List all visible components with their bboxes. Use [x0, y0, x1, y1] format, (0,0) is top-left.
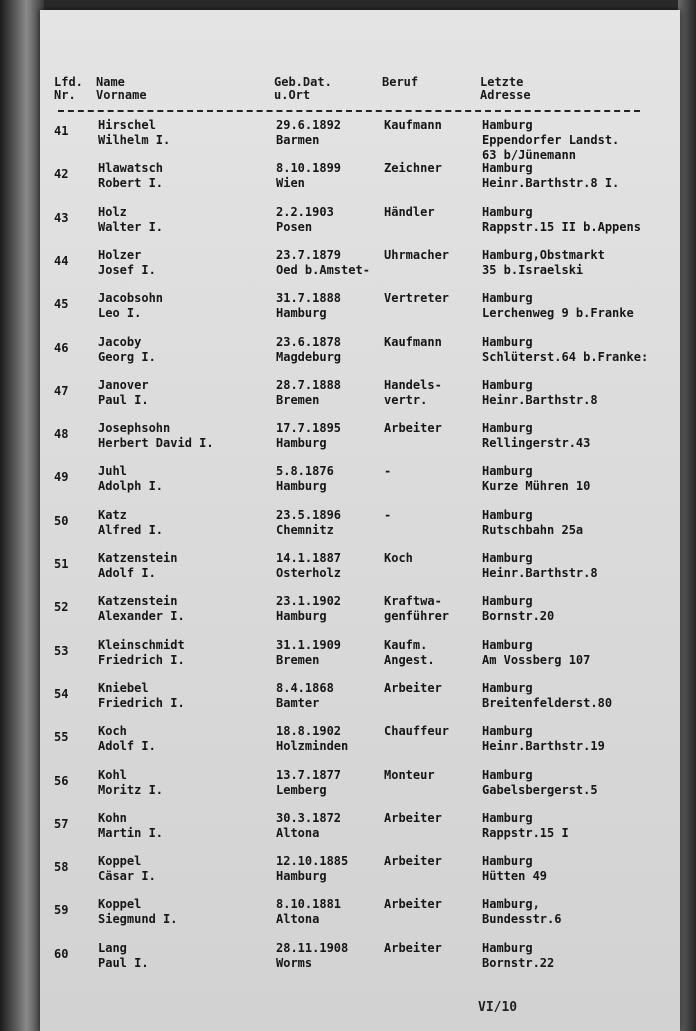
given-name: Adolph I. [98, 479, 164, 494]
lfd-nr-cell [54, 644, 68, 659]
birth-cell [276, 941, 348, 971]
address-line-1: Hamburg [482, 334, 533, 349]
address-cell [482, 205, 641, 235]
occupation: Kaufm. [384, 637, 428, 652]
table-row [0, 335, 696, 378]
occupation-cell [384, 161, 442, 176]
occupation-cell [384, 724, 449, 739]
table-row [0, 681, 696, 724]
lfd-nr-cell [54, 860, 68, 875]
occupation-cont: Angest. [384, 652, 435, 667]
birth-date: 28.7.1888 [276, 377, 342, 392]
address-line-1: Hamburg [482, 507, 533, 522]
lfd-nr-cell [54, 600, 68, 615]
name-cell [98, 811, 163, 841]
table-row [0, 464, 696, 507]
name-cell [98, 161, 163, 191]
occupation-cell [384, 378, 442, 408]
table-row [0, 291, 696, 334]
occupation-cell [384, 551, 413, 566]
address-line-2: Bornstr.22 [482, 955, 555, 970]
name-cell [98, 551, 177, 581]
surname: Holzer [98, 247, 142, 262]
surname: Katz [98, 507, 127, 522]
table-row [0, 768, 696, 811]
address-cell [482, 291, 634, 321]
surname: Jacobsohn [98, 291, 164, 306]
occupation-cont: genführer [384, 609, 450, 624]
address-line-2: Heinr.Barthstr.8 [482, 392, 598, 407]
given-name: Siegmund I. [98, 912, 178, 927]
occupation: Monteur [384, 767, 435, 782]
birth-cell [276, 335, 341, 365]
address-line-1: Hamburg [482, 204, 533, 219]
birth-cell [276, 118, 341, 148]
address-line-1: Hamburg [482, 161, 533, 176]
address-line-1: Hamburg [482, 291, 533, 306]
occupation-cell [384, 464, 391, 479]
birth-place: Altona [276, 912, 320, 927]
birth-cell [276, 681, 334, 711]
address-line-1: Hamburg,Obstmarkt [482, 247, 605, 262]
occupation-cell [384, 768, 435, 783]
birth-cell [276, 638, 341, 668]
address-line-2: Breitenfelderst.80 [482, 695, 613, 710]
birth-cell [276, 291, 341, 321]
given-name: Adolf I. [98, 739, 156, 754]
address-line-2: Heinr.Barthstr.19 [482, 739, 605, 754]
occupation: Uhrmacher [384, 247, 450, 262]
occupation-cell [384, 897, 442, 912]
occupation: Vertreter [384, 291, 450, 306]
birth-date: 8.10.1881 [276, 897, 342, 912]
occupation: Zeichner [384, 161, 442, 176]
header-adresse: Letzte Adresse [480, 75, 531, 102]
given-name: Josef I. [98, 262, 156, 277]
name-cell [98, 464, 163, 494]
address-line-2: Rellingerstr.43 [482, 436, 591, 451]
given-name: Paul I. [98, 392, 149, 407]
name-cell [98, 681, 185, 711]
address-line-2: Bornstr.20 [482, 609, 555, 624]
table-row [0, 161, 696, 204]
table-row [0, 508, 696, 551]
occupation-cell [384, 335, 442, 350]
lfd-nr: 49 [54, 470, 69, 485]
birth-place: Bremen [276, 652, 320, 667]
birth-cell [276, 378, 341, 408]
address-line-2: Schlüterst.64 b.Franke: [482, 349, 649, 364]
given-name: Alexander I. [98, 609, 185, 624]
occupation: Arbeiter [384, 680, 442, 695]
address-line-1: Hamburg [482, 724, 533, 739]
address-cell [482, 594, 554, 624]
table-row [0, 421, 696, 464]
birth-cell [276, 464, 334, 494]
lfd-nr-cell [54, 514, 68, 529]
birth-date: 23.5.1896 [276, 507, 342, 522]
page-number: VI/10 [478, 1000, 518, 1015]
occupation: Handels- [384, 377, 442, 392]
birth-date: 17.7.1895 [276, 421, 342, 436]
surname: Kohn [98, 810, 127, 825]
address-line-2: Gabelsbergerst.5 [482, 782, 598, 797]
name-cell [98, 291, 163, 321]
address-cell [482, 508, 583, 538]
occupation-cell [384, 205, 435, 220]
name-cell [98, 421, 214, 451]
address-cell [482, 551, 598, 581]
header-geb-dat: Geb.Dat. u.Ort [274, 75, 332, 102]
birth-date: 14.1.1887 [276, 551, 342, 565]
given-name: Adolf I. [98, 566, 156, 580]
address-line-1: Hamburg [482, 551, 533, 565]
lfd-nr: 54 [54, 686, 69, 701]
address-cell [482, 335, 648, 365]
birth-place: Worms [276, 955, 313, 970]
birth-cell [276, 594, 341, 624]
lfd-nr-cell [54, 947, 68, 962]
lfd-nr: 50 [54, 513, 69, 528]
birth-date: 2.2.1903 [276, 204, 334, 219]
lfd-nr-cell [54, 167, 68, 182]
address-cell [482, 681, 612, 711]
lfd-nr-cell [54, 903, 68, 918]
table-row [0, 897, 696, 940]
lfd-nr-cell [54, 470, 68, 485]
birth-date: 31.1.1909 [276, 637, 342, 652]
lfd-nr-cell [54, 557, 68, 572]
lfd-nr: 48 [54, 427, 69, 442]
birth-date: 30.3.1872 [276, 810, 342, 825]
birth-place: Hamburg [276, 436, 327, 451]
address-cell [482, 118, 619, 163]
address-line-1: Hamburg [482, 637, 533, 652]
lfd-nr: 55 [54, 730, 69, 745]
lfd-nr: 56 [54, 773, 69, 788]
address-cell [482, 897, 561, 927]
occupation: - [384, 507, 392, 522]
surname: Juhl [98, 464, 127, 479]
birth-date: 8.10.1899 [276, 161, 342, 176]
address-line-2: Eppendorfer Landst. [482, 133, 620, 147]
birth-place: Hamburg [276, 869, 327, 884]
address-cell [482, 161, 619, 191]
name-cell [98, 335, 156, 365]
given-name: Paul I. [98, 955, 149, 970]
birth-place: Osterholz [276, 566, 342, 580]
surname: Koppel [98, 854, 142, 869]
lfd-nr-cell [54, 254, 68, 269]
occupation-cell [384, 941, 442, 956]
lfd-nr-cell [54, 124, 68, 139]
lfd-nr: 45 [54, 297, 69, 312]
address-line-2: Am Vossberg 107 [482, 652, 591, 667]
table-row [0, 941, 696, 984]
address-line-3: 63 b/Jünemann [482, 148, 576, 162]
name-cell [98, 378, 149, 408]
birth-date: 5.8.1876 [276, 464, 334, 479]
birth-cell [276, 768, 341, 798]
given-name: Leo I. [98, 306, 142, 321]
birth-place: Holzminden [276, 739, 349, 754]
table-row [0, 205, 696, 248]
address-line-2: 35 b.Israelski [482, 262, 584, 277]
lfd-nr-cell [54, 687, 68, 702]
birth-place: Wien [276, 176, 305, 191]
address-line-1: Hamburg [482, 421, 533, 436]
lfd-nr: 57 [54, 816, 69, 831]
occupation: - [384, 464, 392, 479]
header-separator [58, 110, 640, 112]
name-cell [98, 248, 156, 278]
occupation: Kaufmann [384, 334, 442, 349]
address-line-2: Rappstr.15 II b.Appens [482, 219, 641, 234]
surname: Hlawatsch [98, 161, 164, 176]
address-line-2: Kurze Mühren 10 [482, 479, 591, 494]
address-line-2: Rappstr.15 I [482, 825, 569, 840]
given-name: Robert I. [98, 176, 164, 191]
name-cell [98, 941, 149, 971]
birth-place: Barmen [276, 133, 320, 147]
lfd-nr-cell [54, 384, 68, 399]
address-line-1: Hamburg [482, 118, 533, 132]
given-name: Herbert David I. [98, 436, 214, 451]
name-cell [98, 508, 163, 538]
birth-date: 29.6.1892 [276, 118, 342, 132]
address-cell [482, 724, 605, 754]
lfd-nr: 59 [54, 903, 69, 918]
lfd-nr: 41 [54, 124, 69, 138]
table-row [0, 724, 696, 767]
birth-date: 28.11.1908 [276, 940, 349, 955]
name-cell [98, 854, 156, 884]
lfd-nr-cell [54, 427, 68, 442]
birth-date: 31.7.1888 [276, 291, 342, 306]
address-cell [482, 941, 554, 971]
address-cell [482, 768, 598, 798]
lfd-nr: 52 [54, 600, 69, 615]
address-line-2: Hütten 49 [482, 869, 548, 884]
surname: Kniebel [98, 680, 149, 695]
address-cell [482, 421, 590, 451]
birth-cell [276, 421, 341, 451]
address-line-1: Hamburg [482, 767, 533, 782]
lfd-nr-cell [54, 297, 68, 312]
occupation-cell [384, 118, 442, 133]
occupation: Arbeiter [384, 810, 442, 825]
name-cell [98, 118, 170, 148]
table-row [0, 594, 696, 637]
surname: Kohl [98, 767, 127, 782]
address-line-1: Hamburg [482, 810, 533, 825]
birth-cell [276, 897, 341, 927]
occupation-cell [384, 421, 442, 436]
surname: Kleinschmidt [98, 637, 185, 652]
lfd-nr-cell [54, 341, 68, 356]
birth-place: Posen [276, 219, 313, 234]
birth-place: Hamburg [276, 306, 327, 321]
lfd-nr: 53 [54, 643, 69, 658]
table-row [0, 118, 696, 161]
birth-date: 23.7.1879 [276, 247, 342, 262]
birth-cell [276, 205, 334, 235]
given-name: Wilhelm I. [98, 133, 171, 147]
address-line-2: Heinr.Barthstr.8 I. [482, 176, 620, 191]
birth-date: 12.10.1885 [276, 854, 349, 869]
address-line-2: Heinr.Barthstr.8 [482, 566, 598, 580]
given-name: Friedrich I. [98, 652, 185, 667]
birth-date: 23.1.1902 [276, 594, 342, 609]
surname: Josephsohn [98, 421, 171, 436]
birth-place: Altona [276, 825, 320, 840]
occupation: Händler [384, 204, 435, 219]
occupation-cell [384, 508, 391, 523]
birth-cell [276, 551, 341, 581]
address-line-1: Hamburg [482, 464, 533, 479]
birth-place: Bamter [276, 695, 320, 710]
lfd-nr: 58 [54, 860, 69, 875]
given-name: Alfred I. [98, 522, 164, 537]
occupation: Arbeiter [384, 421, 442, 436]
header-beruf: Beruf [382, 75, 419, 89]
lfd-nr: 60 [54, 946, 69, 961]
occupation: Kaufmann [384, 118, 442, 132]
name-cell [98, 205, 163, 235]
occupation: Kraftwa- [384, 594, 442, 609]
table-row [0, 248, 696, 291]
surname: Koppel [98, 897, 142, 912]
occupation-cell [384, 811, 442, 826]
address-line-1: Hamburg, [482, 897, 540, 912]
address-line-2: Bundesstr.6 [482, 912, 562, 927]
given-name: Walter I. [98, 219, 164, 234]
occupation-cell [384, 638, 435, 668]
occupation: Koch [384, 551, 413, 565]
given-name: Martin I. [98, 825, 164, 840]
address-cell [482, 638, 590, 668]
occupation-cell [384, 681, 442, 696]
lfd-nr-cell [54, 817, 68, 832]
occupation: Arbeiter [384, 897, 442, 912]
lfd-nr: 42 [54, 167, 69, 182]
given-name: Moritz I. [98, 782, 164, 797]
birth-cell [276, 811, 341, 841]
address-line-1: Hamburg [482, 854, 533, 869]
name-cell [98, 594, 185, 624]
table-row [0, 854, 696, 897]
birth-date: 23.6.1878 [276, 334, 342, 349]
address-cell [482, 811, 569, 841]
occupation-cell [384, 594, 449, 624]
surname: Janover [98, 377, 149, 392]
birth-place: Lemberg [276, 782, 327, 797]
surname: Hirschel [98, 118, 156, 132]
address-line-1: Hamburg [482, 680, 533, 695]
address-line-1: Hamburg [482, 377, 533, 392]
address-cell [482, 854, 547, 884]
birth-cell [276, 248, 370, 278]
lfd-nr: 47 [54, 383, 69, 398]
lfd-nr: 44 [54, 253, 69, 268]
surname: Koch [98, 724, 127, 739]
birth-cell [276, 854, 348, 884]
birth-place: Bremen [276, 392, 320, 407]
address-cell [482, 464, 590, 494]
occupation-cell [384, 854, 442, 869]
birth-date: 13.7.1877 [276, 767, 342, 782]
occupation-cont: vertr. [384, 392, 428, 407]
address-cell [482, 378, 598, 408]
address-line-2: Lerchenweg 9 b.Franke [482, 306, 634, 321]
name-cell [98, 724, 156, 754]
name-cell [98, 897, 177, 927]
header-name: Name Vorname [96, 75, 147, 102]
name-cell [98, 768, 163, 798]
table-row [0, 638, 696, 681]
surname: Holz [98, 204, 127, 219]
occupation-cell [384, 248, 449, 263]
given-name: Cäsar I. [98, 869, 156, 884]
lfd-nr-cell [54, 774, 68, 789]
table-row [0, 378, 696, 421]
given-name: Friedrich I. [98, 695, 185, 710]
lfd-nr-cell [54, 211, 68, 226]
occupation-cell [384, 291, 449, 306]
lfd-nr: 43 [54, 210, 69, 225]
surname: Jacoby [98, 334, 142, 349]
address-line-1: Hamburg [482, 940, 533, 955]
table-row [0, 551, 696, 594]
surname: Katzenstein [98, 594, 178, 609]
occupation: Arbeiter [384, 940, 442, 955]
birth-place: Magdeburg [276, 349, 342, 364]
lfd-nr-cell [54, 730, 68, 745]
birth-place: Hamburg [276, 609, 327, 624]
occupation: Arbeiter [384, 854, 442, 869]
lfd-nr: 46 [54, 340, 69, 355]
lfd-nr: 51 [54, 557, 69, 571]
address-line-2: Rutschbahn 25a [482, 522, 584, 537]
header-lfd-nr: Lfd. Nr. [54, 75, 83, 102]
birth-cell [276, 161, 341, 191]
occupation: Chauffeur [384, 724, 450, 739]
surname: Katzenstein [98, 551, 178, 565]
birth-date: 18.8.1902 [276, 724, 342, 739]
surname: Lang [98, 940, 127, 955]
address-cell [482, 248, 605, 278]
birth-cell [276, 724, 348, 754]
birth-place: Chemnitz [276, 522, 334, 537]
birth-cell [276, 508, 341, 538]
birth-place: Oed b.Amstet- [276, 262, 370, 277]
table-row [0, 811, 696, 854]
given-name: Georg I. [98, 349, 156, 364]
birth-place: Hamburg [276, 479, 327, 494]
birth-date: 8.4.1868 [276, 680, 334, 695]
name-cell [98, 638, 185, 668]
address-line-1: Hamburg [482, 594, 533, 609]
